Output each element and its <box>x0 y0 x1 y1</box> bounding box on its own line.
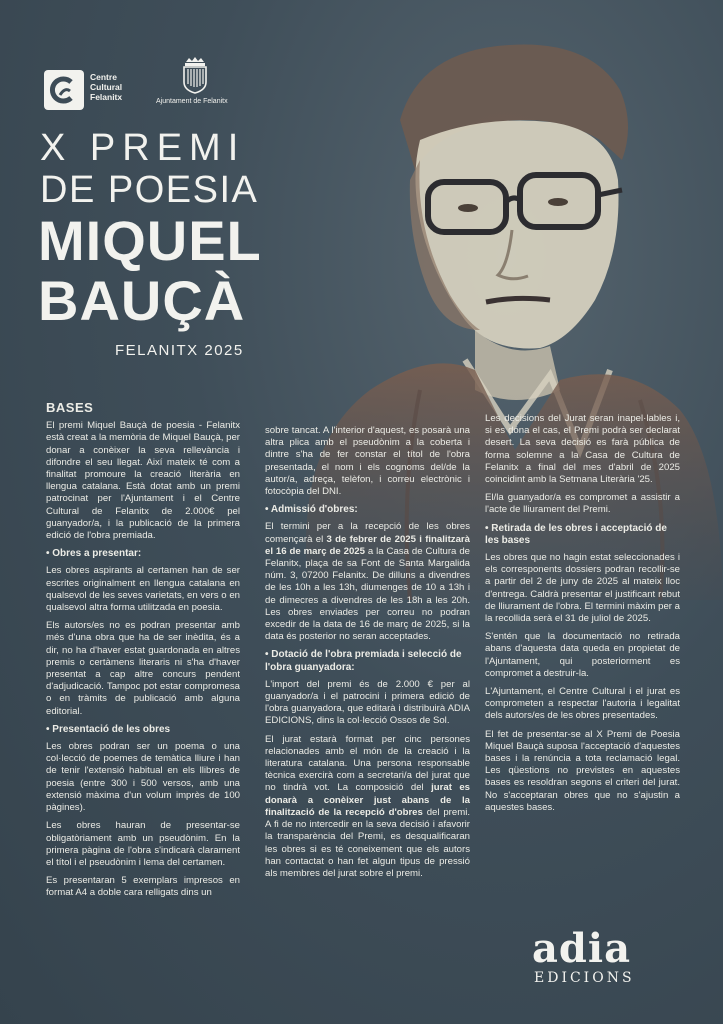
title-year: FELANITX 2025 <box>115 342 244 359</box>
title-line-2: DE POESIA <box>40 169 259 211</box>
publisher-logo <box>526 925 646 998</box>
section-presentacio-p2: Les obres hauran de presentar-se obligatòriament amb un pseudònim. En la primera pàgina de l'obra s'indicarà clarament el títol i el pseudònim i lema del certamen. <box>46 820 240 868</box>
jurat-decisions: Les decisions del Jurat seran inapel·lables i, si es dóna el cas, el Premi podrà ser declarat desert. La seva decisió es farà pública de forma solemne a la Casa de Cultura de Felanitx a final del mes d'abril de 2025 coincidint amb la Setmana Literària '25. <box>485 413 680 486</box>
title-line-1: X PREMI <box>40 127 246 169</box>
section-obres-p2: Els autors/es no es podran presentar amb més d'una obra que ha de ser inèdita, és a dir, no ha d'haver estat guardonada en altres premis o certàmens literaris ni s'ha d'haver presentat a cap altre concurs pendent d'adjudicació. Tampoc pot estar compromesa o en tràmits de publicació amb alguna editorial. <box>46 620 240 717</box>
section-obres-p1: Les obres aspirants al certamen han de ser escrites originalment en llengua catalana en qualsevol de les seves varietats, en vers o en qualsevol altra forma utilitzada en poesia. <box>46 565 240 614</box>
centre-cultural-logo <box>44 70 84 110</box>
section-retirada-p2: S'entén que la documentació no retirada abans d'aquesta data queda en propietat de l'Ajuntament, qui posteriorment es compromet a destruir-la. <box>485 631 680 679</box>
bases-intro: El premi Miquel Bauçà de poesia - Felanitx està creat a la memòria de Miquel Bauçà, per donar a conèixer la seva rellevància i difondre el seu llegat. Així mateix té com a finalitat promoure la creació literària en llengua catalana. Està dotat amb un premi patrocinat per l'Ajuntament i el Centre Cultural de Felanitx de 2.000€ pel guanyador/a, i la publicació de la primera edició de l'obra premiada. <box>46 420 240 542</box>
centre-cultural-name: Centre Cultural Felanitx <box>90 72 123 102</box>
guanyador-compromis: El/la guanyador/a es compromet a assistir a l'acte de lliurament del Premi. <box>485 492 680 516</box>
publisher-logo-bottom: EDICIONS <box>534 970 635 986</box>
section-admissio-p1: El termini per a la recepció de les obres començarà el 3 de febrer de 2025 i finalitzarà el 16 de març de 2025 a la Casa de Cultura de Felanitx, plaça de sa Font de Santa Margalida núm. 3, 07200 Felanitx. De dilluns a divendres de les 10h a les 13h, diumenges de 10 a 13h i de dimecres a divendres de les 18h a les 20h. Les obres enviades per correu no podran excedir de la data de 16 de març de 2025, si la data és posterior no seran acceptades. <box>265 521 470 643</box>
ajuntament-name: Ajuntament de Felanitx <box>156 98 228 105</box>
column-3 <box>485 413 680 820</box>
section-dotacio-p1: L'import del premi és de 2.000 € per al guanyador/a i el patrocini i primera edició de l'obra guanyadora, que editarà i distribuirà ADIA EDICIONS, dins la col·lecció Ossos de Sol. <box>265 678 470 727</box>
ajuntament-crest-icon <box>180 56 210 94</box>
publisher-logo-top: adia <box>532 925 631 972</box>
column-1 <box>46 402 240 906</box>
section-presentacio-p3: Es presentaran 5 exemplars impresos en format A4 a doble cara relligats dins un <box>46 875 240 899</box>
section-retirada-title: • Retirada de les obres i acceptació de les bases <box>485 522 667 546</box>
column-2 <box>265 425 470 886</box>
section-admissio-title: • Admissió d'obres: <box>265 504 358 516</box>
section-retirada-p3: L'Ajuntament, el Centre Cultural i el jurat es comprometen a respectar l'autoria i legalitat dels autors/es de les obres presentades. <box>485 686 680 722</box>
section-presentacio-p1: Les obres podran ser un poema o una col·lecció de poemes de temàtica lliure i han de tenir l'extensió habitual en els llibres de poesia (entre 300 i 500 versos, amb una extensió màxima d'un volum imprès de 100 pàgines). <box>46 741 240 814</box>
logos-row <box>44 56 284 112</box>
bases-heading: BASES <box>46 400 94 415</box>
ccf-c-icon <box>49 75 79 105</box>
section-retirada-p1: Les obres que no hagin estat seleccionades i els corresponents dossiers podran recollir-se a partir del 2 de juny de 2025 al mateix lloc d'entrega. Caldrà presentar el justificant rebut de lliurament de l'obra. El termini màxim per a la recollida serà el 31 de juliol de 2025. <box>485 552 680 625</box>
section-presentacio-title: • Presentació de les obres <box>46 723 171 735</box>
title-line-4: BAUÇÀ <box>38 269 246 332</box>
section-obres-title: • Obres a presentar: <box>46 548 142 560</box>
section-presentacio-cont: sobre tancat. A l'interior d'aquest, es posarà una altra plica amb el pseudònim a la coberta i dintre s'ha de fer constar el títol de l'obra presentada, el nom i els cognoms del/de la autor/a, adreça, telèfon, i correu electrònic i fotocòpia del DNI. <box>265 425 470 498</box>
section-dotacio-title: • Dotació de l'obra premiada i selecció de l'obra guanyadora: <box>265 649 462 673</box>
section-retirada-p4: El fet de presentar-se al X Premi de Poesia Miquel Bauçà suposa l'acceptació d'aquestes bases i la renúncia a tota reclamació legal. Les qüestions no previstes en aquestes bases es resoldran segons el criteri del jurat. No s'acceptaran obres que no s'ajustin a aquestes bases. <box>485 728 680 813</box>
section-dotacio-p2: El jurat estarà format per cinc persones relacionades amb el món de la creació i la literatura catalana. Una persona responsable tècnica exercirà com a secretari/a del jurat que no tindrà vot. La composició del jurat es donarà a conèixer just abans de la finalització de la recepció d'obres del premi. A fi de no intercedir en la seva decisió i afavorir la transparència del Premi, es desqualificaran les obres si es té coneixement que els autors han contactat o han fet algun tipus de pressió als membres del jurat sobre el premi. <box>265 733 470 879</box>
title-line-3: MIQUEL <box>38 209 262 272</box>
